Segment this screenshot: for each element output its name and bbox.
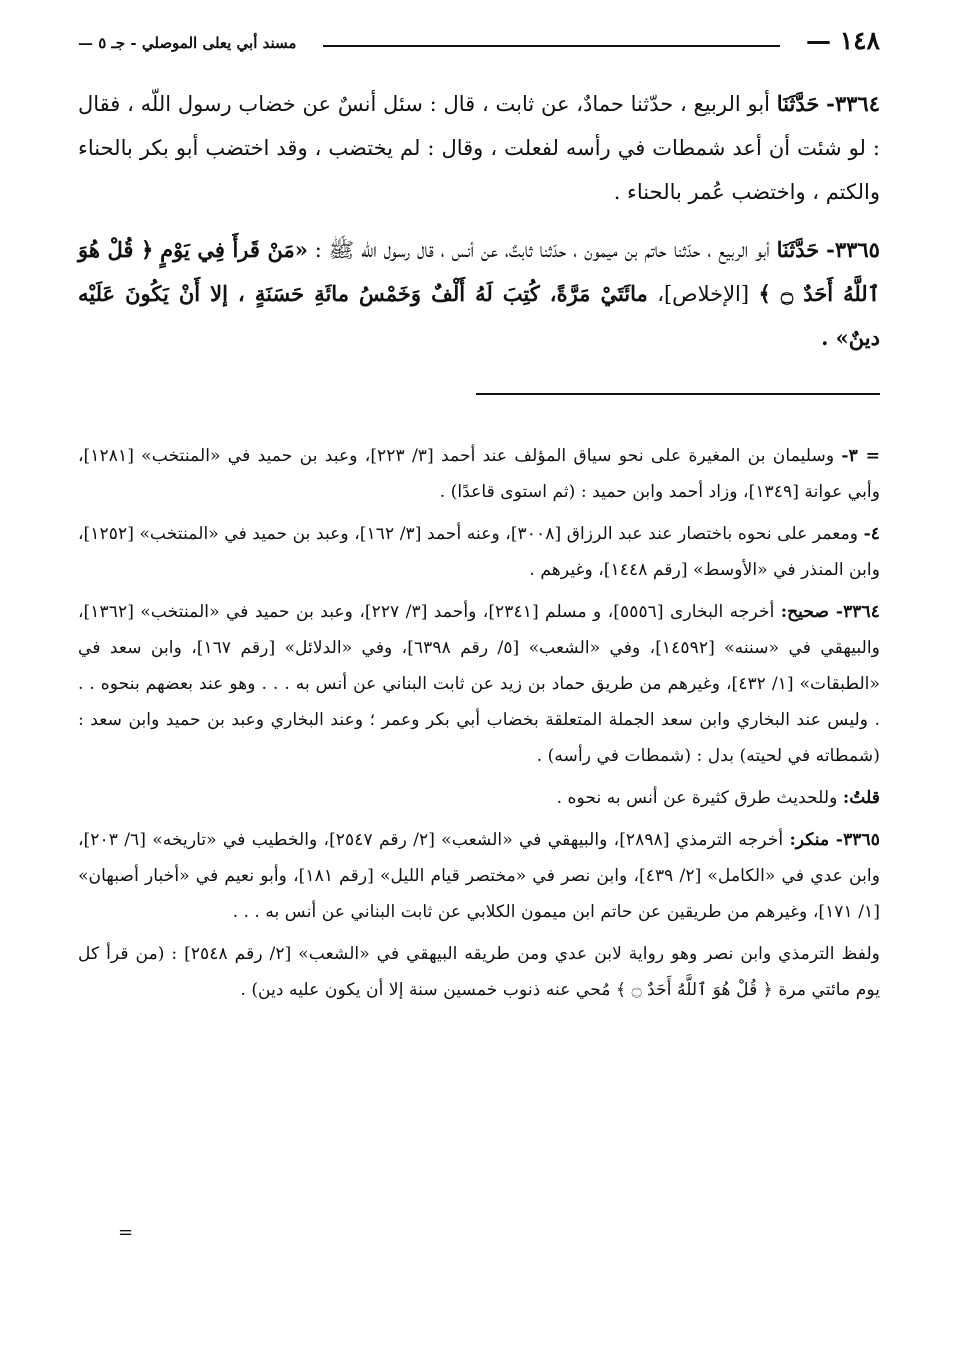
prophetic-quote: «مَنْ قَرأَ فِي يَوْمٍ xyxy=(160,237,308,262)
wording-text-end: مُحي عنه ذنوب خمسين سنة إلا أن يكون عليه دين) . xyxy=(240,980,611,1000)
hadith-text xyxy=(78,82,880,360)
qultu-label: قلتُ: xyxy=(842,788,880,808)
prophetic-quote-end: مائَتَيْ مَرَّةً، كُتِبَ لَهُ أَلْفٌ وَخَمْسُ مائَةِ حَسَنَةٍ ، إلا أَنْ يَكُونَ عَلَيْه دينٌ» . xyxy=(78,281,880,350)
hadith-number: ٣٣٦٥- xyxy=(826,237,880,262)
footnote-3 xyxy=(78,438,880,510)
hadith-body: أبو الربيع ، حدّثنا حاتم بن ميمون ، حدّثنا ثابتٌ، عن أنس ، قال رسول اللّه ﷺ : xyxy=(314,238,770,262)
quran-ayah: ﴿ قُلْ هُوَ ٱللَّهُ أَحَدٌ ۝ ﴾ xyxy=(616,980,773,1000)
footnote-3365-wording xyxy=(78,936,880,1008)
footnote-separator xyxy=(476,393,880,395)
surah-reference: [الإخلاص]، xyxy=(657,282,750,306)
footnote-4 xyxy=(78,516,880,588)
footnote-text: أخرجه الترمذي [٢٨٩٨]، والبيهقي في «الشعب» [٢/ رقم ٢٥٤٧]، والخطيب في «تاريخه» [٦/ ٢٠٣]، وابن عدي في «الكامل» [٢/ ٤٣٩]، وابن نصر في «مختصر قيام الليل» [رقم ١٨١]، وأبو نعيم في «أخبار أصبهان» [١/ ١٧١]، وغيرهم من طريقين عن حاتم ابن ميمون الكلابي عن ثابت البناني عن أنس به . . . xyxy=(78,830,880,922)
header-rule xyxy=(323,45,780,47)
quran-ayah: ﴿ قُلْ هُوَ ٱللَّهُ أَحَدٌ ۝ ﴾ xyxy=(78,237,881,306)
footnote-text: أخرجه البخارى [٥٥٥٦]، و مسلم [٢٣٤١]، وأحمد [٣/ ٢٢٧]، وعبد بن حميد في «المنتخب» [١٣٦٢]، والبيهقي في «سننه» [١٤٥٩٢]، وفي «الشعب» [٥/ رقم ٦٣٩٨]، وفي «الدلائل» [رقم ١٦٧]، وابن سعد في «الطبقات» [١/ ٤٣٢]، وغيرهم من طريق حماد بن زيد عن ثابت البناني عن أنس به . . . وهو عند بعضهم بنحوه . . . وليس عند البخاري وابن سعد الجملة المتعلقة بخضاب أبي بكر وعمر ؛ وعند البخاري وعبد بن حميد وابن سعد : (شمطاته في لحيته) بدل : (شمطات في رأسه) . xyxy=(78,602,880,766)
comment-text: وللحديث طرق كثيرة عن أنس به نحوه . xyxy=(556,788,838,808)
page-number: ١٤٨ — xyxy=(805,26,880,55)
footnote-label: ٣٣٦٤- صحيح: xyxy=(780,602,881,622)
haddathana: حَدَّثَنَا xyxy=(776,91,820,116)
hadith-body: أبو الربيع ، حدّثنا حمادٌ، عن ثابت ، قال : سئل أنسٌ عن خضاب رسول اللّه ، فقال : لو شئت أن أعد شمطات في رأسه لفعلت ، وقال : لم يختضب ، وقد اختضب أبو بكر بالحناء والكتم ، واختضب عُمر بالحناء . xyxy=(78,92,880,204)
author-comment xyxy=(78,780,880,816)
hadith-number: ٣٣٦٤- xyxy=(826,91,880,116)
running-title: مسند أبي يعلى الموصلي - جـ ٥ — xyxy=(78,34,297,52)
continuation-mark: = xyxy=(118,1222,134,1243)
hadith-3365 xyxy=(78,228,880,360)
footnote-3365 xyxy=(78,822,880,930)
footnote-3364 xyxy=(78,594,880,774)
footnote-label: ٤- xyxy=(863,524,880,544)
hadith-3364 xyxy=(78,82,880,214)
footnote-label: ٣٣٦٥- منكر: xyxy=(789,830,880,850)
footnote-text: وسليمان بن المغيرة على نحو سياق المؤلف عند أحمد [٣/ ٢٢٣]، وعبد بن حميد في «المنتخب» [١٢٨١]، وأبي عوانة [١٣٤٩]، وزاد أحمد وابن حميد : (ثم استوى قاعدًا) . xyxy=(78,446,880,502)
haddathana: حَدَّثَنَا xyxy=(776,237,820,262)
wording-text: ولفظ الترمذي وابن نصر وهو رواية لابن عدي ومن طريقه البيهقي في «الشعب» [٢/ رقم ٢٥٤٨] : (من قرأ كل يوم مائتي مرة xyxy=(78,944,880,1000)
footnote-label: = ٣- xyxy=(841,446,880,466)
footnote-text: ومعمر على نحوه باختصار عند عبد الرزاق [٣٠٠٨]، وعنه أحمد [٣/ ١٦٢]، وعبد بن حميد في «المنتخب» [١٢٥٢]، وابن المنذر في «الأوسط» [رقم ١٤٤٨]، وغيرهم . xyxy=(78,524,880,580)
page-header xyxy=(78,26,880,66)
footnotes xyxy=(78,438,880,1008)
